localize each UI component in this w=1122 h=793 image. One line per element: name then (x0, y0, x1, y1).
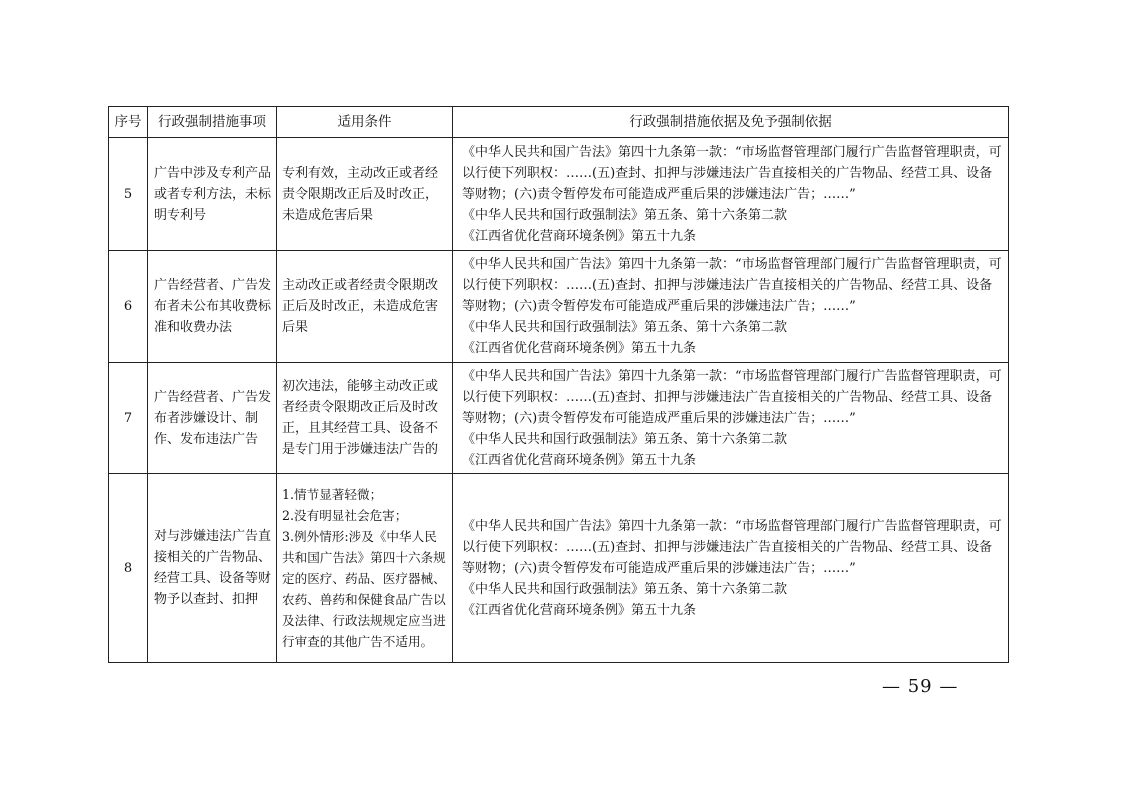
basis-advertising-law: 《中华人民共和国广告法》第四十九条第一款：“市场监督管理部门履行广告监督管理职责，可以行使下列职权：……(五)查封、扣押与涉嫌违法广告直接相关的广告物品、经营工具、设备等财物；(六)责令暂停发布可能造成严重后果的涉嫌违法广告；……” (462, 368, 1002, 426)
basis-business-regulation: 《江西省优化营商环境条例》第五十九条 (462, 228, 697, 244)
condition-line: 2.没有明显社会危害； (282, 508, 408, 523)
row-item: 广告中涉及专利产品或者专利方法，未标明专利号 (148, 138, 277, 251)
row-item: 广告经营者、广告发布者未公布其收费标准和收费办法 (148, 251, 277, 363)
basis-advertising-law: 《中华人民共和国广告法》第四十九条第一款：“市场监督管理部门履行广告监督管理职责，可以行使下列职权：……(五)查封、扣押与涉嫌违法广告直接相关的广告物品、经营工具、设备等财物；(六)责令暂停发布可能造成严重后果的涉嫌违法广告；……” (462, 144, 1002, 202)
row-number: 7 (109, 363, 148, 474)
row-condition: 专利有效，主动改正或者经责令限期改正后及时改正，未造成危害后果 (277, 138, 453, 251)
header-condition: 适用条件 (277, 107, 453, 138)
row-item: 广告经营者、广告发布者涉嫌设计、制作、发布违法广告 (148, 363, 277, 474)
basis-coercion-law: 《中华人民共和国行政强制法》第五条、第十六条第二款 (462, 320, 788, 335)
basis-coercion-law: 《中华人民共和国行政强制法》第五条、第十六条第二款 (462, 207, 788, 223)
basis-business-regulation: 《江西省优化营商环境条例》第五十九条 (462, 452, 697, 468)
basis-coercion-law: 《中华人民共和国行政强制法》第五条、第十六条第二款 (462, 581, 788, 597)
row-basis (453, 251, 1009, 363)
enforcement-measures-table (108, 106, 1009, 663)
basis-business-regulation: 《江西省优化营商环境条例》第五十九条 (462, 341, 697, 356)
row-item: 对与涉嫌违法广告直接相关的广告物品、经营工具、设备等财物予以查封、扣押 (148, 474, 277, 663)
header-basis: 行政强制措施依据及免予强制依据 (453, 107, 1009, 138)
row-basis (453, 474, 1009, 663)
basis-business-regulation: 《江西省优化营商环境条例》第五十九条 (462, 602, 697, 618)
table-row (109, 251, 1009, 363)
row-basis (453, 363, 1009, 474)
condition-line: 1.情节显著轻微； (282, 487, 383, 502)
row-condition: 主动改正或者经责令限期改正后及时改正，未造成危害后果 (277, 251, 453, 363)
header-item: 行政强制措施事项 (148, 107, 277, 138)
condition-line: 3.例外情形:涉及《中华人民共和国广告法》第四十六条规定的医疗、药品、医疗器械、农药、兽药和保健食品广告以及法律、行政法规规定应当进行审查的其他广告不适用。 (282, 529, 446, 649)
row-condition (277, 474, 453, 663)
row-basis (453, 138, 1009, 251)
table-header-row (109, 107, 1009, 138)
basis-coercion-law: 《中华人民共和国行政强制法》第五条、第十六条第二款 (462, 431, 788, 447)
row-number: 5 (109, 138, 148, 251)
row-number: 6 (109, 251, 148, 363)
table-row (109, 138, 1009, 251)
row-number: 8 (109, 474, 148, 663)
header-no: 序号 (109, 107, 148, 138)
table-row (109, 363, 1009, 474)
row-condition: 初次违法，能够主动改正或者经责令限期改正后及时改正，且其经营工具、设备不是专门用于涉嫌违法广告的 (277, 363, 453, 474)
table-row (109, 474, 1009, 663)
basis-advertising-law: 《中华人民共和国广告法》第四十九条第一款：“市场监督管理部门履行广告监督管理职责，可以行使下列职权：……(五)查封、扣押与涉嫌违法广告直接相关的广告物品、经营工具、设备等财物；(六)责令暂停发布可能造成严重后果的涉嫌违法广告；……” (462, 518, 1002, 576)
basis-advertising-law: 《中华人民共和国广告法》第四十九条第一款：“市场监督管理部门履行广告监督管理职责，可以行使下列职权：……(五)查封、扣押与涉嫌违法广告直接相关的广告物品、经营工具、设备等财物；(六)责令暂停发布可能造成严重后果的涉嫌违法广告；……” (462, 257, 1002, 314)
page-number: — 59 — (882, 676, 959, 697)
